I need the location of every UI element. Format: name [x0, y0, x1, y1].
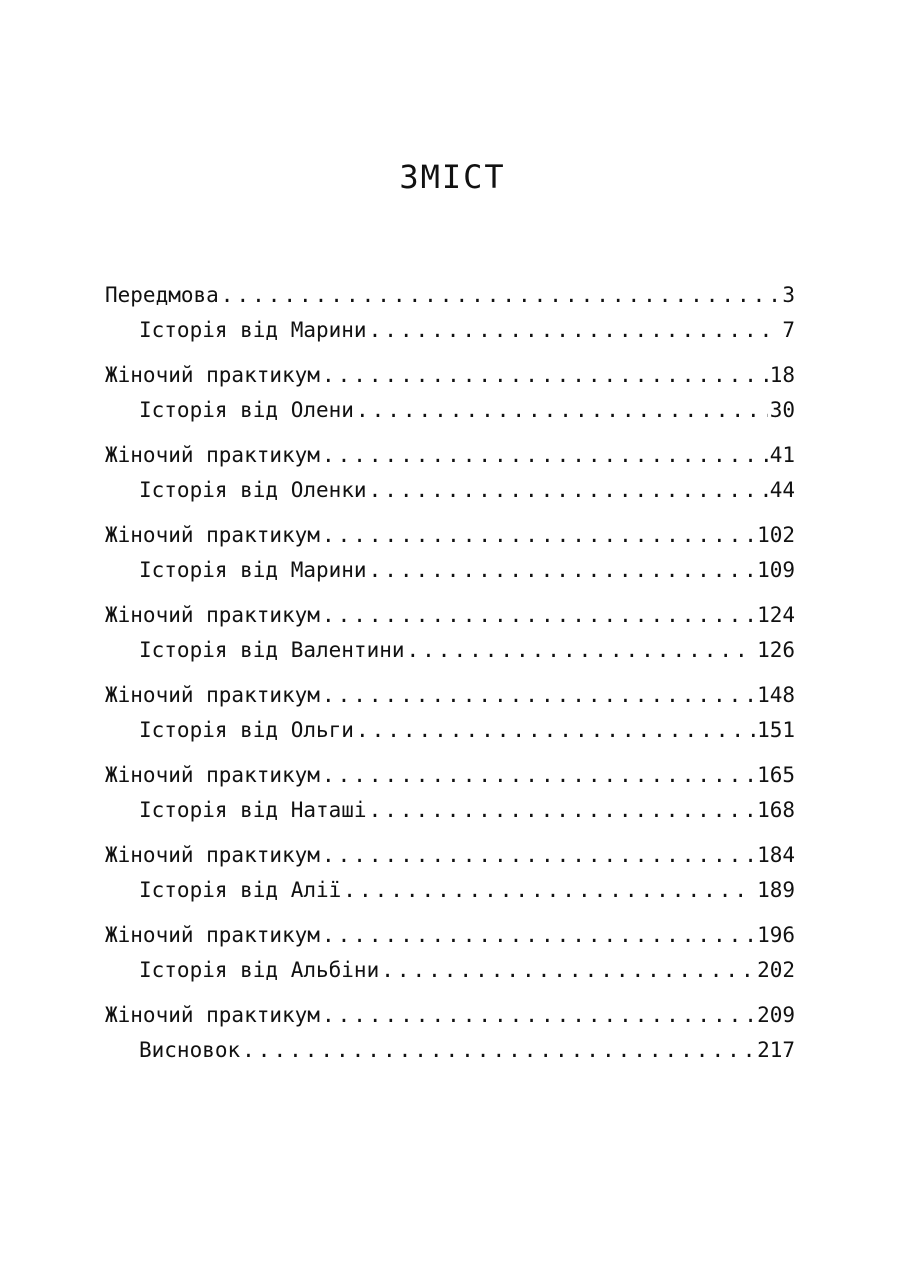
- toc-subentry-label: Історія від Наташі: [139, 798, 367, 822]
- toc-subentry[interactable]: [105, 553, 795, 588]
- toc-subentry-page: 189: [757, 878, 795, 902]
- toc-entry[interactable]: [105, 438, 795, 473]
- toc-entry-label: Передмова: [105, 283, 219, 307]
- toc-entry-page: 3: [782, 283, 795, 307]
- toc-group: [105, 758, 795, 828]
- toc-subentry-page: 109: [757, 558, 795, 582]
- toc-entry-page: 148: [757, 683, 795, 707]
- toc-entry-page: 102: [757, 523, 795, 547]
- toc-entry-label: Жіночий практикум: [105, 363, 320, 387]
- dot-leader: [322, 758, 755, 793]
- toc-entry[interactable]: [105, 758, 795, 793]
- toc-group: [105, 358, 795, 428]
- toc-subentry[interactable]: [105, 473, 795, 508]
- toc-entry-label: Жіночий практикум: [105, 763, 320, 787]
- toc-entry-page: 18: [769, 363, 795, 387]
- toc-subentry[interactable]: [105, 1033, 795, 1068]
- dot-leader: [221, 278, 781, 313]
- toc-subentry-label: Історія від Марини: [139, 318, 367, 342]
- toc-subentry-label: Історія від Марини: [139, 558, 367, 582]
- dot-leader: [369, 313, 781, 348]
- toc-group: [105, 838, 795, 908]
- dot-leader: [322, 918, 755, 953]
- toc-subentry-page: 202: [757, 958, 795, 982]
- toc-entry[interactable]: [105, 518, 795, 553]
- toc-entry-label: Жіночий практикум: [105, 923, 320, 947]
- toc-subentry-label: Історія від Алії: [139, 878, 342, 902]
- toc-entry-label: Жіночий практикум: [105, 603, 320, 627]
- page-title: ЗМІСТ: [399, 158, 506, 196]
- dot-leader: [322, 838, 755, 873]
- table-of-contents: [105, 278, 795, 1078]
- toc-entry-page: 184: [757, 843, 795, 867]
- toc-entry[interactable]: [105, 598, 795, 633]
- toc-entry-label: Жіночий практикум: [105, 683, 320, 707]
- toc-subentry[interactable]: [105, 793, 795, 828]
- toc-entry-label: Жіночий практикум: [105, 523, 320, 547]
- toc-entry[interactable]: [105, 278, 795, 313]
- toc-subentry-label: Історія від Ольги: [139, 718, 354, 742]
- toc-subentry-label: Історія від Оленки: [139, 478, 367, 502]
- dot-leader: [322, 998, 755, 1033]
- toc-group: [105, 918, 795, 988]
- toc-entry[interactable]: [105, 838, 795, 873]
- toc-subentry-page: 30: [769, 398, 795, 422]
- toc-subentry-label: Історія від Олени: [139, 398, 354, 422]
- dot-leader: [369, 793, 755, 828]
- dot-leader: [369, 473, 768, 508]
- toc-entry[interactable]: [105, 678, 795, 713]
- toc-entry[interactable]: [105, 998, 795, 1033]
- toc-group: [105, 598, 795, 668]
- dot-leader: [356, 393, 768, 428]
- dot-leader: [322, 518, 755, 553]
- toc-entry-page: 196: [757, 923, 795, 947]
- toc-subentry-page: 44: [769, 478, 795, 502]
- toc-subentry-label: Історія від Альбіни: [139, 958, 380, 982]
- dot-leader: [343, 873, 755, 908]
- toc-subentry-label: Висновок: [139, 1038, 241, 1062]
- dot-leader: [322, 598, 755, 633]
- toc-subentry-page: 168: [757, 798, 795, 822]
- toc-entry-label: Жіночий практикум: [105, 443, 320, 467]
- toc-subentry-label: Історія від Валентини: [139, 638, 405, 662]
- dot-leader: [322, 678, 755, 713]
- toc-entry-page: 41: [769, 443, 795, 467]
- toc-entry-page: 165: [757, 763, 795, 787]
- toc-group: [105, 518, 795, 588]
- toc-subentry-page: 151: [757, 718, 795, 742]
- toc-subentry[interactable]: [105, 313, 795, 348]
- toc-subentry-page: 126: [757, 638, 795, 662]
- toc-subentry-page: 217: [757, 1038, 795, 1062]
- toc-entry-label: Жіночий практикум: [105, 843, 320, 867]
- toc-subentry[interactable]: [105, 713, 795, 748]
- dot-leader: [381, 953, 755, 988]
- toc-entry-page: 124: [757, 603, 795, 627]
- toc-subentry[interactable]: [105, 873, 795, 908]
- toc-group: [105, 998, 795, 1068]
- dot-leader: [242, 1033, 755, 1068]
- dot-leader: [322, 358, 768, 393]
- toc-subentry[interactable]: [105, 633, 795, 668]
- toc-subentry-page: 7: [782, 318, 795, 342]
- toc-group: [105, 678, 795, 748]
- toc-subentry[interactable]: [105, 953, 795, 988]
- toc-entry[interactable]: [105, 358, 795, 393]
- toc-subentry[interactable]: [105, 393, 795, 428]
- toc-entry[interactable]: [105, 918, 795, 953]
- dot-leader: [322, 438, 768, 473]
- dot-leader: [369, 553, 755, 588]
- dot-leader: [407, 633, 756, 668]
- toc-entry-label: Жіночий практикум: [105, 1003, 320, 1027]
- toc-group: [105, 438, 795, 508]
- toc-entry-page: 209: [757, 1003, 795, 1027]
- dot-leader: [356, 713, 755, 748]
- toc-group: [105, 278, 795, 348]
